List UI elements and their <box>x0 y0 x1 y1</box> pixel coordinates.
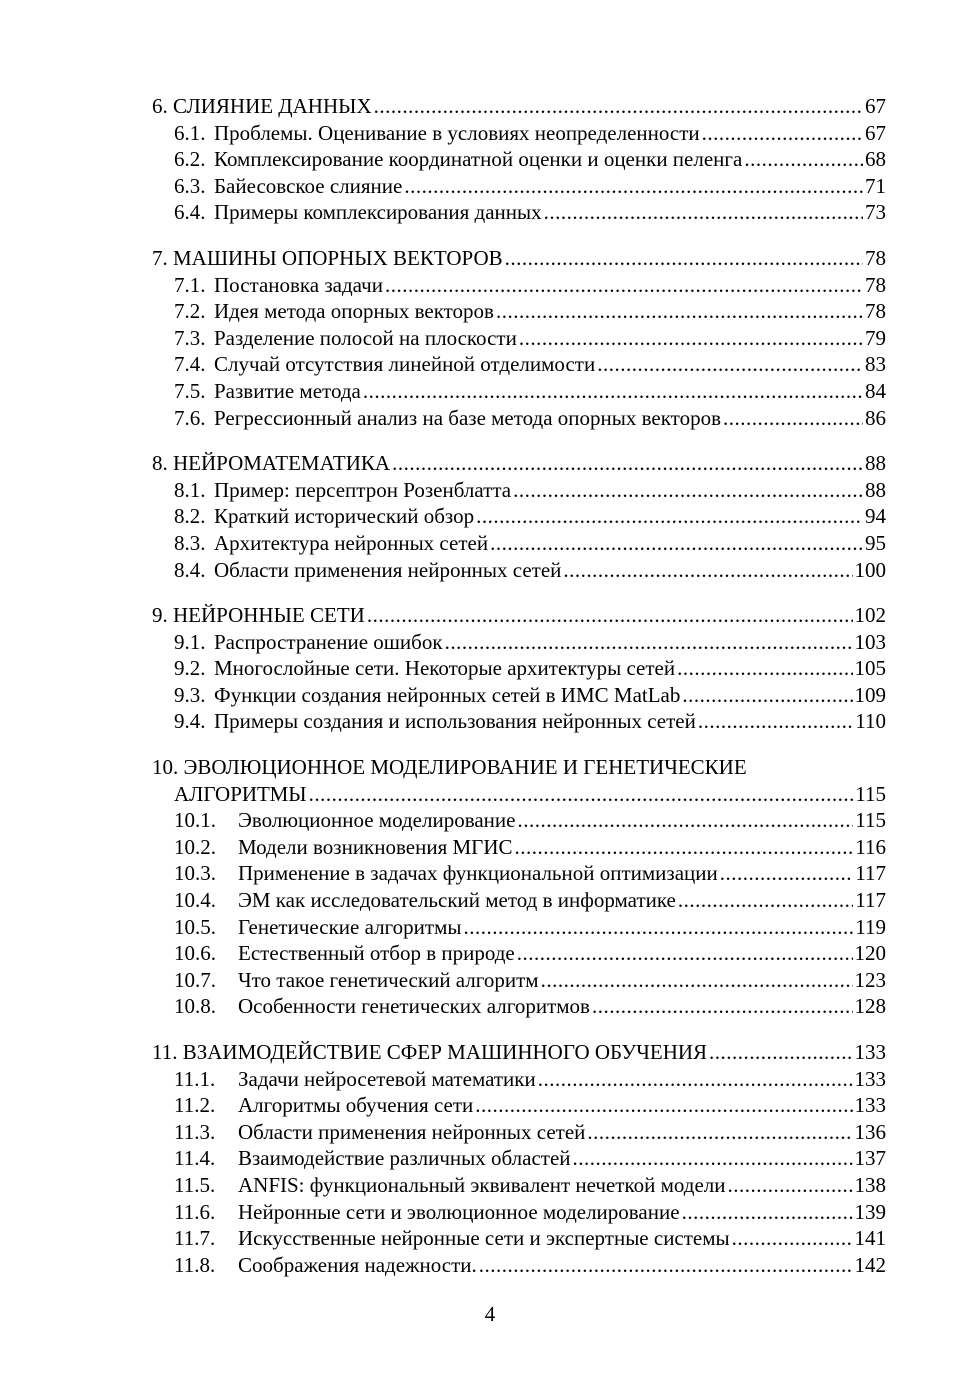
dot-leader <box>682 682 852 709</box>
page-ref: 141 <box>854 1226 886 1251</box>
section-title: Распространение ошибок <box>214 629 443 654</box>
page-ref: 133 <box>854 1093 886 1118</box>
section-number: 9.2. <box>174 656 206 681</box>
dot-leader <box>744 146 863 173</box>
section-number: 8.3. <box>174 530 206 555</box>
chapter-title: МАШИНЫ ОПОРНЫХ ВЕКТОРОВ <box>173 245 503 270</box>
page-ref: 88 <box>865 451 886 476</box>
toc-entry[interactable] <box>152 173 886 200</box>
section-title: Искусственные нейронные сети и экспертные системы <box>238 1226 730 1251</box>
chapter-title: ВЗАИМОДЕЙСТВИЕ СФЕР МАШИННОГО ОБУЧЕНИЯ <box>182 1040 708 1064</box>
dot-leader <box>563 557 852 584</box>
page-ref: 100 <box>854 557 886 582</box>
page-ref: 133 <box>854 1066 886 1091</box>
page-ref: 137 <box>854 1146 886 1171</box>
toc-entry[interactable] <box>152 629 886 656</box>
dot-leader <box>573 1145 853 1172</box>
section-title: Модели возникновения МГИС <box>238 834 513 859</box>
toc-entry[interactable] <box>152 993 886 1020</box>
section-title: Эволюционное моделирование <box>238 808 516 833</box>
chapter-title: НЕЙРОМАТЕМАТИКА <box>173 451 391 476</box>
page-ref: 136 <box>854 1119 886 1144</box>
chapter-7 <box>152 245 886 431</box>
toc-entry[interactable] <box>152 199 886 226</box>
toc-entry[interactable] <box>152 1172 886 1199</box>
page-ref: 115 <box>855 808 886 833</box>
section-title: Области применения нейронных сетей <box>238 1119 586 1144</box>
toc-entry[interactable] <box>152 807 886 834</box>
dot-leader <box>475 1092 852 1119</box>
dot-leader <box>517 807 853 834</box>
section-number: 11.3. <box>174 1119 216 1144</box>
page-ref: 119 <box>855 914 886 939</box>
dot-leader <box>728 1172 853 1199</box>
section-title: Что такое генетический алгоритм <box>238 967 539 992</box>
section-number: 11.6. <box>174 1199 216 1224</box>
page-number: 4 <box>484 1302 496 1326</box>
dot-leader <box>597 351 863 378</box>
chapter-11 <box>152 1039 886 1278</box>
chapter-9 <box>152 602 886 735</box>
section-number: 11.1. <box>174 1066 216 1091</box>
chapter-heading[interactable] <box>152 450 886 477</box>
page-ref: 86 <box>865 405 886 430</box>
page-ref: 88 <box>865 477 886 502</box>
page-ref: 83 <box>865 352 886 377</box>
page-ref: 109 <box>854 682 886 707</box>
page-ref: 73 <box>865 200 886 225</box>
dot-leader <box>404 173 863 200</box>
chapter-number: 10. <box>152 755 179 780</box>
section-title: Примеры комплексирования данных <box>214 200 542 225</box>
page-ref: 116 <box>855 834 886 859</box>
section-title: Соображения надежности. <box>238 1252 477 1277</box>
section-title: Примеры создания и использования нейронных сетей <box>214 709 696 734</box>
dot-leader <box>678 887 853 914</box>
page-ref: 110 <box>855 709 886 734</box>
section-number: 10.4. <box>174 888 216 913</box>
table-of-contents <box>152 93 886 1297</box>
chapter-heading[interactable] <box>152 602 886 629</box>
toc-entry[interactable] <box>152 503 886 530</box>
section-number: 7.6. <box>174 405 206 430</box>
dot-leader <box>367 602 853 629</box>
section-number: 6.2. <box>174 147 206 172</box>
chapter-number: 9. <box>152 603 168 628</box>
toc-entry[interactable] <box>152 914 886 941</box>
section-number: 11.7. <box>174 1226 216 1251</box>
dot-leader <box>682 1199 853 1226</box>
toc-entry[interactable] <box>152 120 886 147</box>
toc-entry[interactable] <box>152 708 886 735</box>
section-title: Комплексирование координатной оценки и оценки пеленга <box>214 147 743 172</box>
dot-leader <box>702 120 863 147</box>
chapter-title-line2: АЛГОРИТМЫ <box>174 781 307 806</box>
page-ref: 117 <box>855 861 886 886</box>
dot-leader <box>698 708 853 735</box>
toc-entry[interactable] <box>152 1145 886 1172</box>
dot-leader <box>479 1252 853 1279</box>
dot-leader <box>463 914 853 941</box>
section-number: 7.3. <box>174 325 206 350</box>
chapter-title-line1: ЭВОЛЮЦИОННОЕ МОДЕЛИРОВАНИЕ И ГЕНЕТИЧЕСКИЕ <box>183 755 747 780</box>
page-ref: 120 <box>854 941 886 966</box>
chapter-number: 6. <box>152 94 168 118</box>
section-title: Взаимодействие различных областей <box>238 1146 571 1171</box>
chapter-10 <box>152 754 886 1020</box>
dot-leader <box>677 655 852 682</box>
section-title: Функции создания нейронных сетей в ИМС MatLab <box>214 682 681 707</box>
dot-leader <box>723 405 863 432</box>
section-title: Нейронные сети и эволюционное моделирование <box>238 1199 680 1224</box>
toc-entry[interactable] <box>152 351 886 378</box>
dot-leader <box>513 477 863 504</box>
section-number: 10.8. <box>174 994 216 1019</box>
chapter-number: 8. <box>152 451 168 476</box>
toc-entry[interactable] <box>152 557 886 584</box>
page-ref: 142 <box>854 1252 886 1277</box>
toc-entry[interactable] <box>152 940 886 967</box>
section-title: Разделение полосой на плоскости <box>214 325 517 350</box>
section-number: 10.3. <box>174 861 216 886</box>
page-ref: 84 <box>865 378 886 403</box>
chapter-title: НЕЙРОННЫЕ СЕТИ <box>173 603 365 628</box>
page-ref: 128 <box>854 994 886 1019</box>
dot-leader <box>476 503 863 530</box>
section-number: 7.2. <box>174 299 206 324</box>
dot-leader <box>544 199 863 226</box>
dot-leader <box>720 860 854 887</box>
section-title: ANFIS: функциональный эквивалент нечеткой модели <box>238 1172 726 1197</box>
page-ref: 115 <box>855 781 886 806</box>
dot-leader <box>538 1066 853 1093</box>
toc-entry[interactable] <box>152 1119 886 1146</box>
page-ref: 95 <box>865 530 886 555</box>
section-title: Проблемы. Оценивание в условиях неопределенности <box>214 120 700 145</box>
chapter-6 <box>152 93 886 226</box>
dot-leader <box>496 298 863 325</box>
toc-entry[interactable] <box>152 378 886 405</box>
page-ref: 71 <box>865 173 886 198</box>
chapter-heading-line1[interactable] <box>152 754 886 781</box>
page-ref: 139 <box>854 1199 886 1224</box>
section-title: Особенности генетических алгоритмов <box>238 994 590 1019</box>
section-number: 9.4. <box>174 709 206 734</box>
chapter-title: СЛИЯНИЕ ДАННЫХ <box>173 94 372 118</box>
page-ref: 138 <box>854 1172 886 1197</box>
toc-entry[interactable] <box>152 325 886 352</box>
dot-leader <box>587 1119 852 1146</box>
dot-leader <box>392 450 863 477</box>
toc-entry[interactable] <box>152 1225 886 1252</box>
section-title: Развитие метода <box>214 378 361 403</box>
dot-leader <box>517 940 853 967</box>
toc-entry[interactable] <box>152 146 886 173</box>
section-number: 10.6. <box>174 941 216 966</box>
page-ref: 105 <box>854 656 886 681</box>
section-title: Задачи нейросетевой математики <box>238 1066 536 1091</box>
chapter-number: 7. <box>152 245 168 270</box>
section-title: Краткий исторический обзор <box>214 504 475 529</box>
section-title: Естественный отбор в природе <box>238 941 515 966</box>
dot-leader <box>363 378 863 405</box>
section-number: 7.4. <box>174 352 206 377</box>
toc-entry[interactable] <box>152 530 886 557</box>
section-title: Идея метода опорных векторов <box>214 299 494 324</box>
section-number: 11.8. <box>174 1252 216 1277</box>
toc-entry[interactable] <box>152 477 886 504</box>
toc-entry[interactable] <box>152 1092 886 1119</box>
toc-entry[interactable] <box>152 655 886 682</box>
section-title: Пример: персептрон Розенблатта <box>214 477 512 502</box>
toc-entry[interactable] <box>152 272 886 299</box>
dot-leader <box>541 967 853 994</box>
section-number: 6.3. <box>174 173 206 198</box>
section-number: 6.1. <box>174 120 206 145</box>
section-number: 11.4. <box>174 1146 216 1171</box>
dot-leader <box>732 1225 853 1252</box>
dot-leader <box>490 530 863 557</box>
section-title: Многослойные сети. Некоторые архитектуры сетей <box>214 656 676 681</box>
section-number: 7.1. <box>174 272 206 297</box>
chapter-heading-line2[interactable] <box>152 781 886 808</box>
page-ref: 103 <box>854 629 886 654</box>
toc-entry[interactable] <box>152 967 886 994</box>
section-number: 10.1. <box>174 808 216 833</box>
dot-leader <box>519 325 863 352</box>
toc-entry[interactable] <box>152 1199 886 1226</box>
toc-entry[interactable] <box>152 298 886 325</box>
section-title: Применение в задачах функциональной оптимизации <box>238 861 718 886</box>
section-title: Регрессионный анализ на базе метода опорных векторов <box>214 405 721 430</box>
section-number: 8.1. <box>174 477 206 502</box>
section-number: 9.1. <box>174 629 206 654</box>
toc-entry[interactable] <box>152 834 886 861</box>
page-ref: 67 <box>865 94 886 118</box>
toc-entry[interactable] <box>152 860 886 887</box>
section-title: Байесовское слияние <box>214 173 403 198</box>
section-number: 8.2. <box>174 504 206 529</box>
toc-entry[interactable] <box>152 682 886 709</box>
chapter-heading[interactable] <box>152 1039 886 1066</box>
page-ref: 102 <box>854 603 886 628</box>
section-number: 9.3. <box>174 682 206 707</box>
section-title: Случай отсутствия линейной отделимости <box>214 352 596 377</box>
section-title: Алгоритмы обучения сети <box>238 1093 474 1118</box>
dot-leader <box>592 993 853 1020</box>
section-number: 7.5. <box>174 378 206 403</box>
section-title: Генетические алгоритмы <box>238 914 462 939</box>
toc-entry[interactable] <box>152 1066 886 1093</box>
page-ref: 117 <box>855 888 886 913</box>
page-ref: 133 <box>854 1040 886 1064</box>
dot-leader <box>385 272 863 299</box>
toc-entry[interactable] <box>152 887 886 914</box>
dot-leader <box>709 1039 852 1066</box>
chapter-heading[interactable] <box>152 93 886 120</box>
dot-leader <box>515 834 854 861</box>
section-number: 10.2. <box>174 834 216 859</box>
dot-leader <box>505 245 863 272</box>
dot-leader <box>374 93 863 120</box>
page-ref: 78 <box>865 245 886 270</box>
section-title: Области применения нейронных сетей <box>214 557 562 582</box>
dot-leader <box>445 629 853 656</box>
page-ref: 94 <box>865 504 886 529</box>
section-title: Архитектура нейронных сетей <box>214 530 489 555</box>
section-title: Постановка задачи <box>214 272 383 297</box>
section-number: 11.5. <box>174 1172 216 1197</box>
page-ref: 78 <box>865 299 886 324</box>
toc-entry[interactable] <box>152 405 886 432</box>
section-number: 8.4. <box>174 557 206 582</box>
section-number: 6.4. <box>174 200 206 225</box>
page-ref: 79 <box>865 325 886 350</box>
page-ref: 67 <box>865 120 886 145</box>
section-number: 10.7. <box>174 967 216 992</box>
section-number: 10.5. <box>174 914 216 939</box>
page-ref: 78 <box>865 272 886 297</box>
page-ref: 68 <box>865 147 886 172</box>
page-ref: 123 <box>854 967 886 992</box>
toc-entry[interactable] <box>152 1252 886 1279</box>
section-title: ЭМ как исследовательский метод в информатике <box>238 888 676 913</box>
chapter-number: 11. <box>152 1040 178 1064</box>
chapter-8 <box>152 450 886 583</box>
dot-leader <box>309 781 854 808</box>
chapter-heading[interactable] <box>152 245 886 272</box>
section-number: 11.2. <box>174 1093 216 1118</box>
